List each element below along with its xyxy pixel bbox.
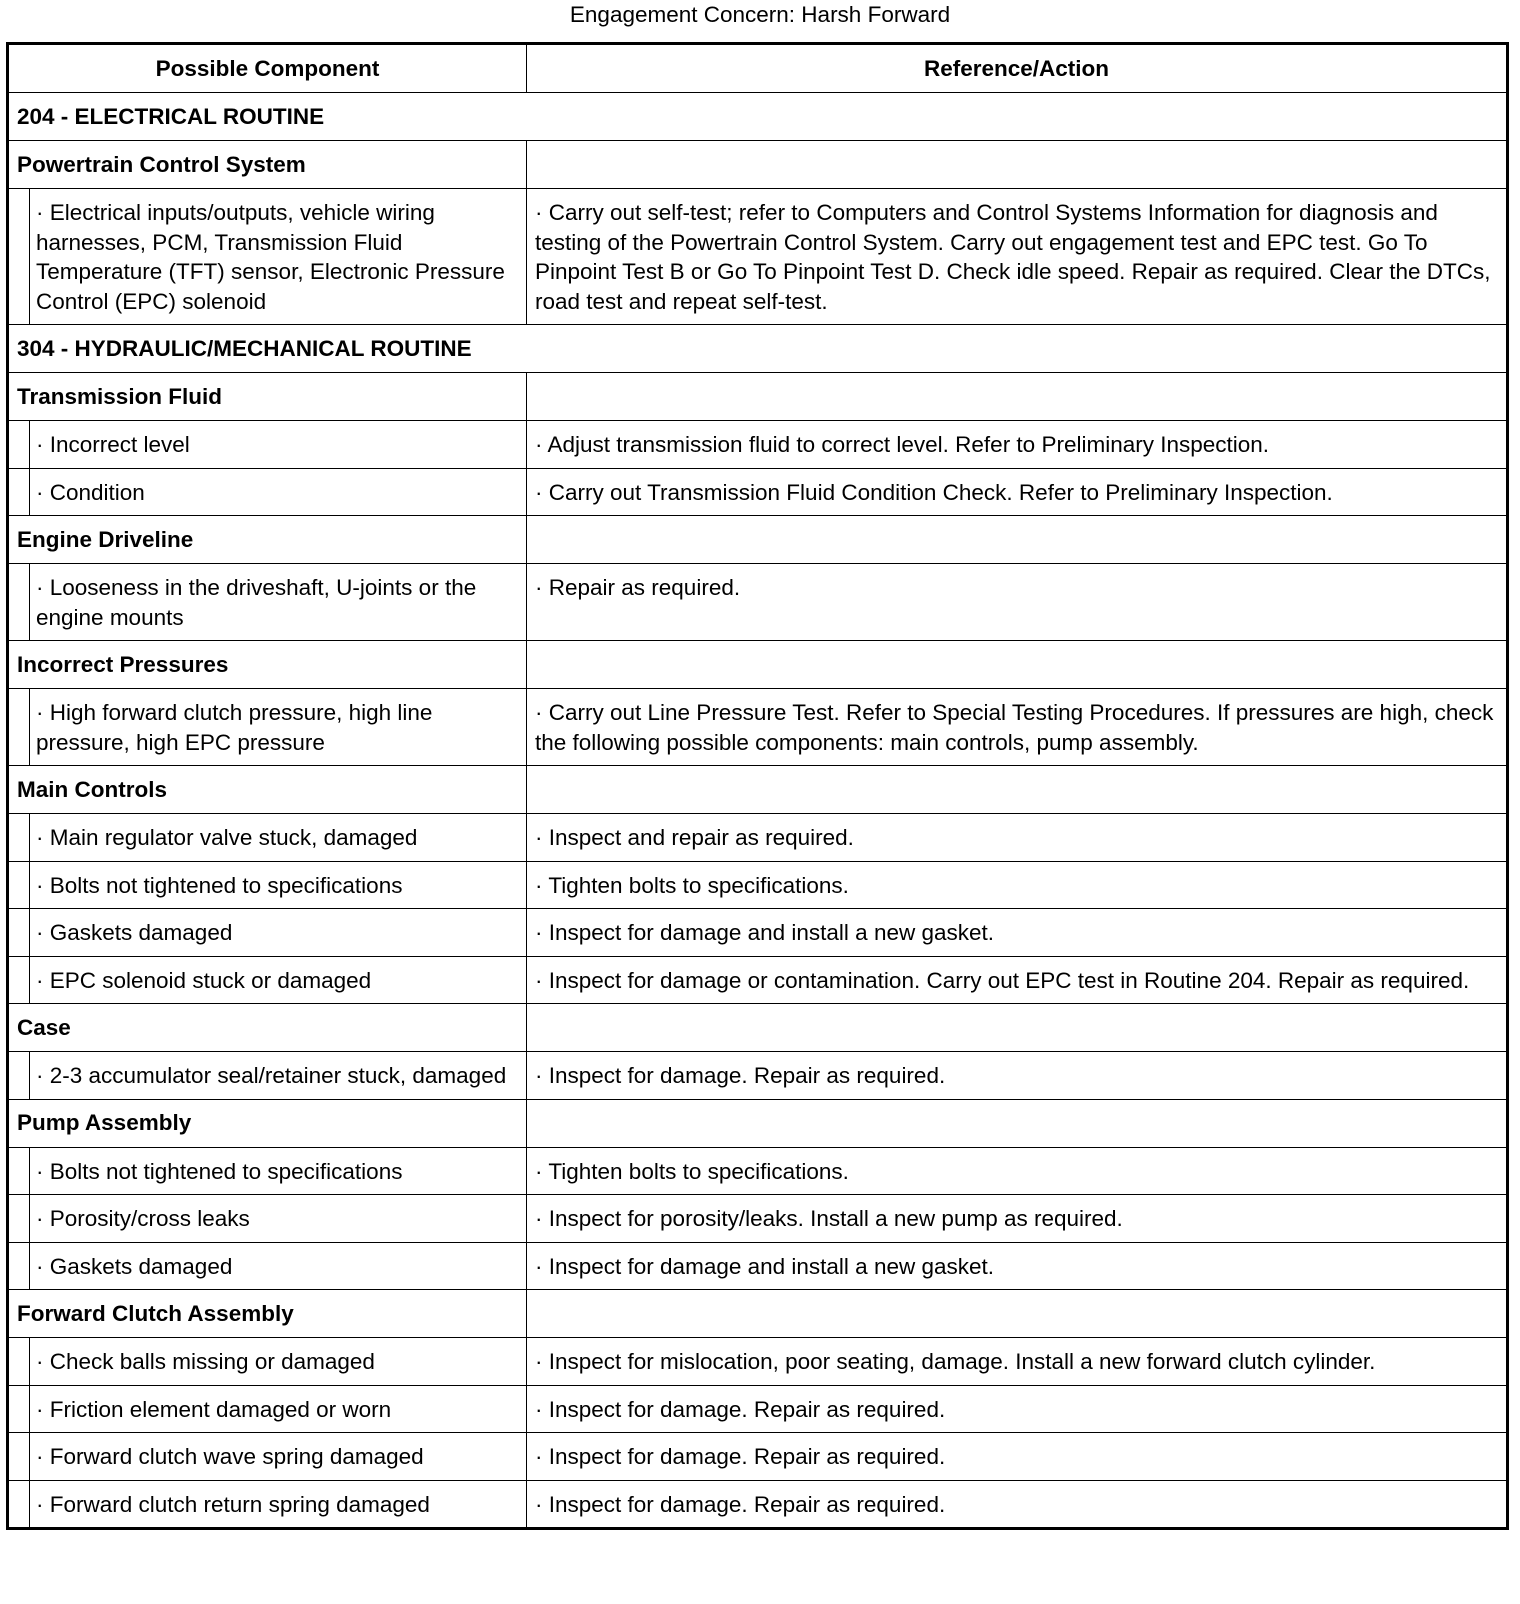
indent-gutter <box>8 1433 30 1481</box>
item-component: · Friction element damaged or worn <box>30 1385 527 1433</box>
item-component: · Check balls missing or damaged <box>30 1338 527 1386</box>
section-row <box>8 325 1508 373</box>
section-row <box>8 93 1508 141</box>
indent-gutter <box>8 689 30 766</box>
item-action: · Tighten bolts to specifications. <box>527 1147 1508 1195</box>
section-heading: 204 - ELECTRICAL ROUTINE <box>8 93 1508 141</box>
item-component: · Porosity/cross leaks <box>30 1195 527 1243</box>
item-component: · 2-3 accumulator seal/retainer stuck, damaged <box>30 1052 527 1100</box>
group-name: Powertrain Control System <box>8 141 527 189</box>
item-row <box>8 1433 1508 1481</box>
group-action-empty <box>527 516 1508 564</box>
section-heading: 304 - HYDRAULIC/MECHANICAL ROUTINE <box>8 325 1508 373</box>
page-title: Engagement Concern: Harsh Forward <box>569 2 951 27</box>
item-action: · Inspect for porosity/leaks. Install a new pump as required. <box>527 1195 1508 1243</box>
indent-gutter <box>8 861 30 909</box>
item-action: · Inspect for damage. Repair as required. <box>527 1385 1508 1433</box>
item-row <box>8 909 1508 957</box>
indent-gutter <box>8 814 30 862</box>
item-action: · Adjust transmission fluid to correct level. Refer to Preliminary Inspection. <box>527 421 1508 469</box>
item-action: · Repair as required. <box>527 564 1508 641</box>
item-row <box>8 1480 1508 1529</box>
group-action-empty <box>527 141 1508 189</box>
item-action: · Carry out self-test; refer to Computers and Control Systems Information for diagnosis and testing of the Powertrain Control System. Carry out engagement test and EPC test. Go To Pinpoint Test B or Go To Pinpoint Test D. Check idle speed. Repair as required. Clear the DTCs, road test and repeat self-test. <box>527 189 1508 325</box>
group-name: Pump Assembly <box>8 1099 527 1147</box>
item-row <box>8 1242 1508 1290</box>
item-component: · EPC solenoid stuck or damaged <box>30 956 527 1004</box>
item-row <box>8 814 1508 862</box>
group-row <box>8 373 1508 421</box>
group-row <box>8 1099 1508 1147</box>
item-component: · Electrical inputs/outputs, vehicle wiring harnesses, PCM, Transmission Fluid Temperature (TFT) sensor, Electronic Pressure Control (EPC) solenoid <box>30 189 527 325</box>
group-action-empty <box>527 373 1508 421</box>
item-action: · Inspect for mislocation, poor seating, damage. Install a new forward clutch cylinder. <box>527 1338 1508 1386</box>
indent-gutter <box>8 1242 30 1290</box>
item-action: · Inspect for damage and install a new gasket. <box>527 1242 1508 1290</box>
item-row <box>8 956 1508 1004</box>
item-row <box>8 1338 1508 1386</box>
item-row <box>8 468 1508 516</box>
header-reference-action: Reference/Action <box>527 44 1508 93</box>
group-name: Engine Driveline <box>8 516 527 564</box>
item-row <box>8 189 1508 325</box>
indent-gutter <box>8 909 30 957</box>
item-action: · Carry out Transmission Fluid Condition Check. Refer to Preliminary Inspection. <box>527 468 1508 516</box>
indent-gutter <box>8 956 30 1004</box>
indent-gutter <box>8 421 30 469</box>
group-name: Case <box>8 1004 527 1052</box>
item-action: · Inspect for damage. Repair as required. <box>527 1433 1508 1481</box>
group-name: Forward Clutch Assembly <box>8 1290 527 1338</box>
item-component: · Forward clutch wave spring damaged <box>30 1433 527 1481</box>
item-component: · Forward clutch return spring damaged <box>30 1480 527 1529</box>
item-action: · Carry out Line Pressure Test. Refer to Special Testing Procedures. If pressures are high, check the following possible components: main controls, pump assembly. <box>527 689 1508 766</box>
item-row <box>8 1385 1508 1433</box>
item-row <box>8 1052 1508 1100</box>
group-action-empty <box>527 1099 1508 1147</box>
item-row <box>8 421 1508 469</box>
item-component: · Gaskets damaged <box>30 1242 527 1290</box>
group-name: Main Controls <box>8 766 527 814</box>
item-row <box>8 689 1508 766</box>
item-action: · Inspect for damage. Repair as required. <box>527 1480 1508 1529</box>
indent-gutter <box>8 1052 30 1100</box>
indent-gutter <box>8 1195 30 1243</box>
indent-gutter <box>8 468 30 516</box>
group-action-empty <box>527 766 1508 814</box>
group-row <box>8 516 1508 564</box>
item-row <box>8 564 1508 641</box>
group-row <box>8 641 1508 689</box>
item-action: · Inspect for damage or contamination. Carry out EPC test in Routine 204. Repair as required. <box>527 956 1508 1004</box>
group-row <box>8 141 1508 189</box>
indent-gutter <box>8 1338 30 1386</box>
item-component: · Looseness in the driveshaft, U-joints or the engine mounts <box>30 564 527 641</box>
indent-gutter <box>8 564 30 641</box>
group-name: Transmission Fluid <box>8 373 527 421</box>
group-action-empty <box>527 641 1508 689</box>
item-row <box>8 1195 1508 1243</box>
item-action: · Inspect and repair as required. <box>527 814 1508 862</box>
item-row <box>8 861 1508 909</box>
table-body <box>8 44 1508 1529</box>
item-component: · Bolts not tightened to specifications <box>30 861 527 909</box>
indent-gutter <box>8 1147 30 1195</box>
item-action: · Inspect for damage and install a new gasket. <box>527 909 1508 957</box>
indent-gutter <box>8 1385 30 1433</box>
header-possible-component: Possible Component <box>8 44 527 93</box>
group-action-empty <box>527 1004 1508 1052</box>
item-component: · Condition <box>30 468 527 516</box>
item-component: · Incorrect level <box>30 421 527 469</box>
group-action-empty <box>527 1290 1508 1338</box>
item-component: · Main regulator valve stuck, damaged <box>30 814 527 862</box>
table-header-row <box>8 44 1508 93</box>
item-component: · High forward clutch pressure, high line pressure, high EPC pressure <box>30 689 527 766</box>
item-component: · Bolts not tightened to specifications <box>30 1147 527 1195</box>
group-row <box>8 766 1508 814</box>
group-row <box>8 1290 1508 1338</box>
indent-gutter <box>8 189 30 325</box>
item-row <box>8 1147 1508 1195</box>
group-name: Incorrect Pressures <box>8 641 527 689</box>
item-action: · Tighten bolts to specifications. <box>527 861 1508 909</box>
item-action: · Inspect for damage. Repair as required. <box>527 1052 1508 1100</box>
diagnosis-table <box>6 42 1509 1530</box>
indent-gutter <box>8 1480 30 1529</box>
item-component: · Gaskets damaged <box>30 909 527 957</box>
group-row <box>8 1004 1508 1052</box>
